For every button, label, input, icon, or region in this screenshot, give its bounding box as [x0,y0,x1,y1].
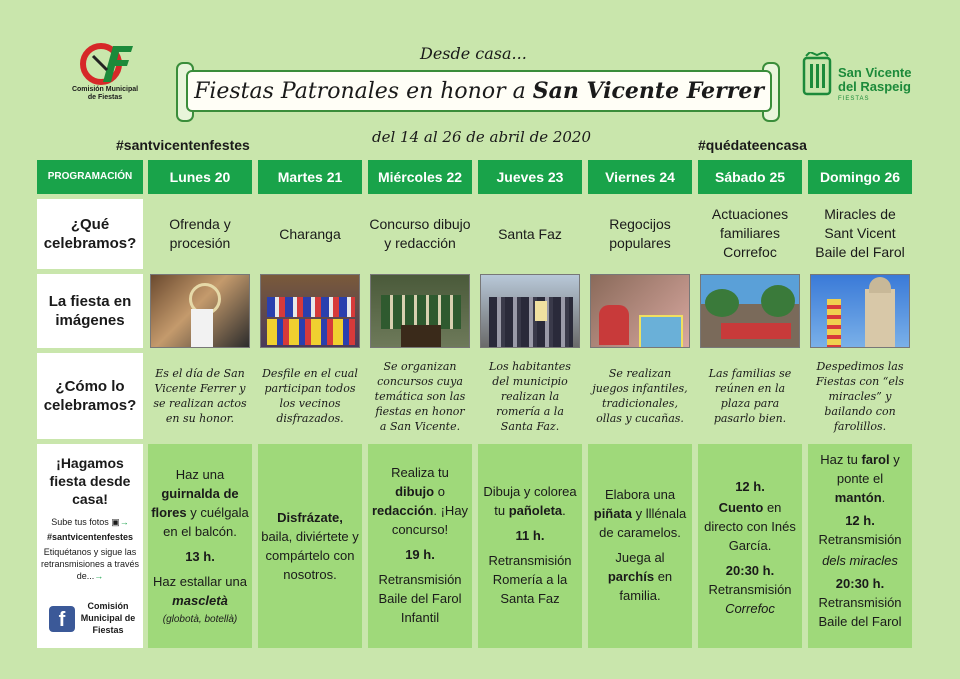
arrow-right-icon: → [119,517,129,527]
act-mon-text-1 [151,465,249,541]
label-como-celebramos: ¿Cómo lo celebramos? [37,353,143,439]
act-sat-c: Retransmisión [708,581,792,597]
act-fri-b: piñata [593,506,633,521]
day-header-lunes: Lunes 20 [148,160,252,194]
logo-right-text-2: del Raspeig [838,79,911,94]
how-martes: Desfile en el cual participan todos los vecinos disfrazados. [262,367,358,425]
photo-procesion [150,274,250,348]
act-sat-text-1 [701,498,799,555]
logo-left-text-1: Comisión Municipal [71,86,139,93]
act-wed-text-1 [371,463,469,539]
activity-martes [258,444,362,648]
side-upload [37,516,143,528]
act-fri-a: Elabora una [604,487,676,502]
act-sun-h: Retransmisión Baile del Farol [818,595,902,629]
how-sabado: Las familias se reúnen en la plaza para pasarlo bien. [708,367,792,425]
what-lunes: Ofrenda y procesión [169,216,231,251]
act-sun-b: farol [861,452,890,467]
act-mon-c: y cuélgala en el balcón. [163,505,249,539]
side-tag-text [37,546,143,582]
act-sat-b: en directo con Inés García. [704,499,796,553]
act-tue-text [261,508,359,584]
activity-jueves [478,444,582,648]
act-mon-text-2 [151,572,249,610]
photo-farol [810,274,910,348]
hashtag-right: #quédateencasa [698,137,807,153]
what-miercoles: Concurso dibujo y redacción [369,216,471,251]
day-header-sabado: Sábado 25 [698,160,802,194]
date-range: del 14 al 26 de abril de 2020 [372,128,592,146]
subtitle-desde-casa: Desde casa... [420,44,527,63]
act-wed-b: dibujo [395,484,435,499]
act-thu-c: . [562,503,566,518]
logo-right-small: FIESTAS [838,96,870,102]
act-sun-d: mantón [834,490,882,505]
act-sun-f: Retransmisión [818,532,902,547]
how-miercoles: Se organizan concursos cuya temática son las fiestas en honor a San Vicente. [374,359,466,433]
act-sun-time2: 20:30 h. [835,576,885,591]
act-thu-b: pañoleta [508,503,563,518]
day-header-martes: Martes 21 [258,160,362,194]
title-banner [186,70,772,112]
logo-left-text-2: de Fiestas [87,94,123,101]
act-fri-e: parchís [607,569,655,584]
act-sun-g: dels miracles [822,553,898,568]
photo-plaza [700,274,800,348]
fiestas-logo-icon [73,40,137,86]
logo-right-text-1: San Vicente [838,65,912,80]
activity-viernes [588,444,692,648]
act-tue-a: Disfrázate, [277,510,343,525]
act-wed-f: Retransmisión Baile del Farol Infantil [378,572,462,625]
activity-miercoles [368,444,472,648]
banner-name: San Vicente Ferrer [532,78,764,104]
act-wed-d: redacción [371,503,434,518]
act-tue-b: baila, diviértete y compártelo con nosotros. [261,529,359,582]
day-header-domingo: Domingo 26 [808,160,912,194]
act-sat-d: Correfoc [725,600,775,616]
side-panel [37,444,143,648]
day-header-viernes: Viernes 24 [588,160,692,194]
facebook-icon[interactable]: f [49,606,75,632]
act-thu-time: 11 h. [515,528,545,543]
activity-domingo [808,444,912,648]
side-fb-text: Comisión Municipal de Fiestas [80,601,136,635]
act-fri-f: en familia. [619,569,673,603]
act-mon-d: Haz estallar una [153,574,247,589]
act-thu-text-1 [481,482,579,520]
what-martes: Charanga [279,225,341,242]
side-hashtag: #santvicentenfestes [46,532,134,542]
side-upload-text: Sube tus fotos [51,517,109,527]
act-thu-d: Retransmisión Romería a la Santa Faz [488,553,572,606]
what-viernes: Regocijos populares [609,216,671,251]
act-sat-time2: 20:30 h. [725,562,775,578]
act-thu-a: Dibuja y colorea tu [483,484,577,518]
how-lunes: Es el día de San Vicente Ferrer y se realizan actos en su honor. [153,367,247,425]
act-sun-a: Haz tu [820,452,862,467]
photo-concurso [370,274,470,348]
act-mon-e: mascletà [172,593,228,608]
act-mon-time: 13 h. [185,549,215,564]
side-title: ¡Hagamos fiesta desde casa! [49,455,131,507]
act-fri-d: Juega al [615,550,665,565]
act-wed-c: o [434,484,445,499]
programacion-header: PROGRAMACIÓN [37,160,143,194]
act-mon-b: guirnalda de flores [151,486,239,520]
day-header-miercoles: Miércoles 22 [368,160,472,194]
ayuntamiento-logo [800,50,940,110]
label-fiesta-imagenes: La fiesta en imágenes [37,274,143,348]
what-jueves: Santa Faz [498,225,562,242]
act-fri-text-2 [591,548,689,605]
act-wed-e: . ¡Hay concurso! [391,503,469,537]
act-sun-e: . [881,490,886,505]
label-que-celebramos: ¿Qué celebramos? [37,199,143,269]
hashtag-left: #santvicentenfestes [116,137,250,153]
what-domingo: Miracles de Sant Vicent Baile del Farol [815,205,905,260]
side-tag-text-span: Etiquétanos y sigue las retransmisiones a través de... [40,547,140,581]
act-wed-time: 19 h. [405,547,435,562]
act-sat-time1: 12 h. [735,478,765,494]
day-header-jueves: Jueves 23 [478,160,582,194]
how-jueves: Los habitantes del municipio realizan la romería a la Santa Faz. [489,359,571,433]
act-mon-a: Haz una [175,467,225,482]
comision-fiestas-logo [60,40,150,110]
photo-santa-faz [480,274,580,348]
how-viernes: Se realizan juegos infantiles, tradicionales, ollas y cucañas. [592,367,688,425]
how-domingo: Despedimos las Fiestas con “els miracles” y bailando con farolillos. [815,359,905,433]
act-sun-time1: 12 h. [845,513,875,528]
act-wed-a: Realiza tu [391,465,449,480]
act-sat-a: Cuento [718,499,764,515]
photo-regocijos [590,274,690,348]
act-fri-text-1 [591,485,689,542]
act-fri-c: y lllénala de caramelos. [599,506,687,540]
act-sun-text-1 [811,450,909,507]
act-sun-c: y ponte el [836,452,900,486]
activity-sabado [698,444,802,648]
camera-icon: ▣ [111,517,120,527]
photo-charanga [260,274,360,348]
what-sabado: Actuaciones familiares Correfoc [711,205,789,260]
arrow-right-icon: → [94,571,104,581]
activity-lunes [148,444,252,648]
town-crest-icon [800,52,834,106]
act-mon-f: (globotà, botellà) [162,614,238,625]
banner-prefix: Fiestas Patronales en honor a [194,79,533,104]
